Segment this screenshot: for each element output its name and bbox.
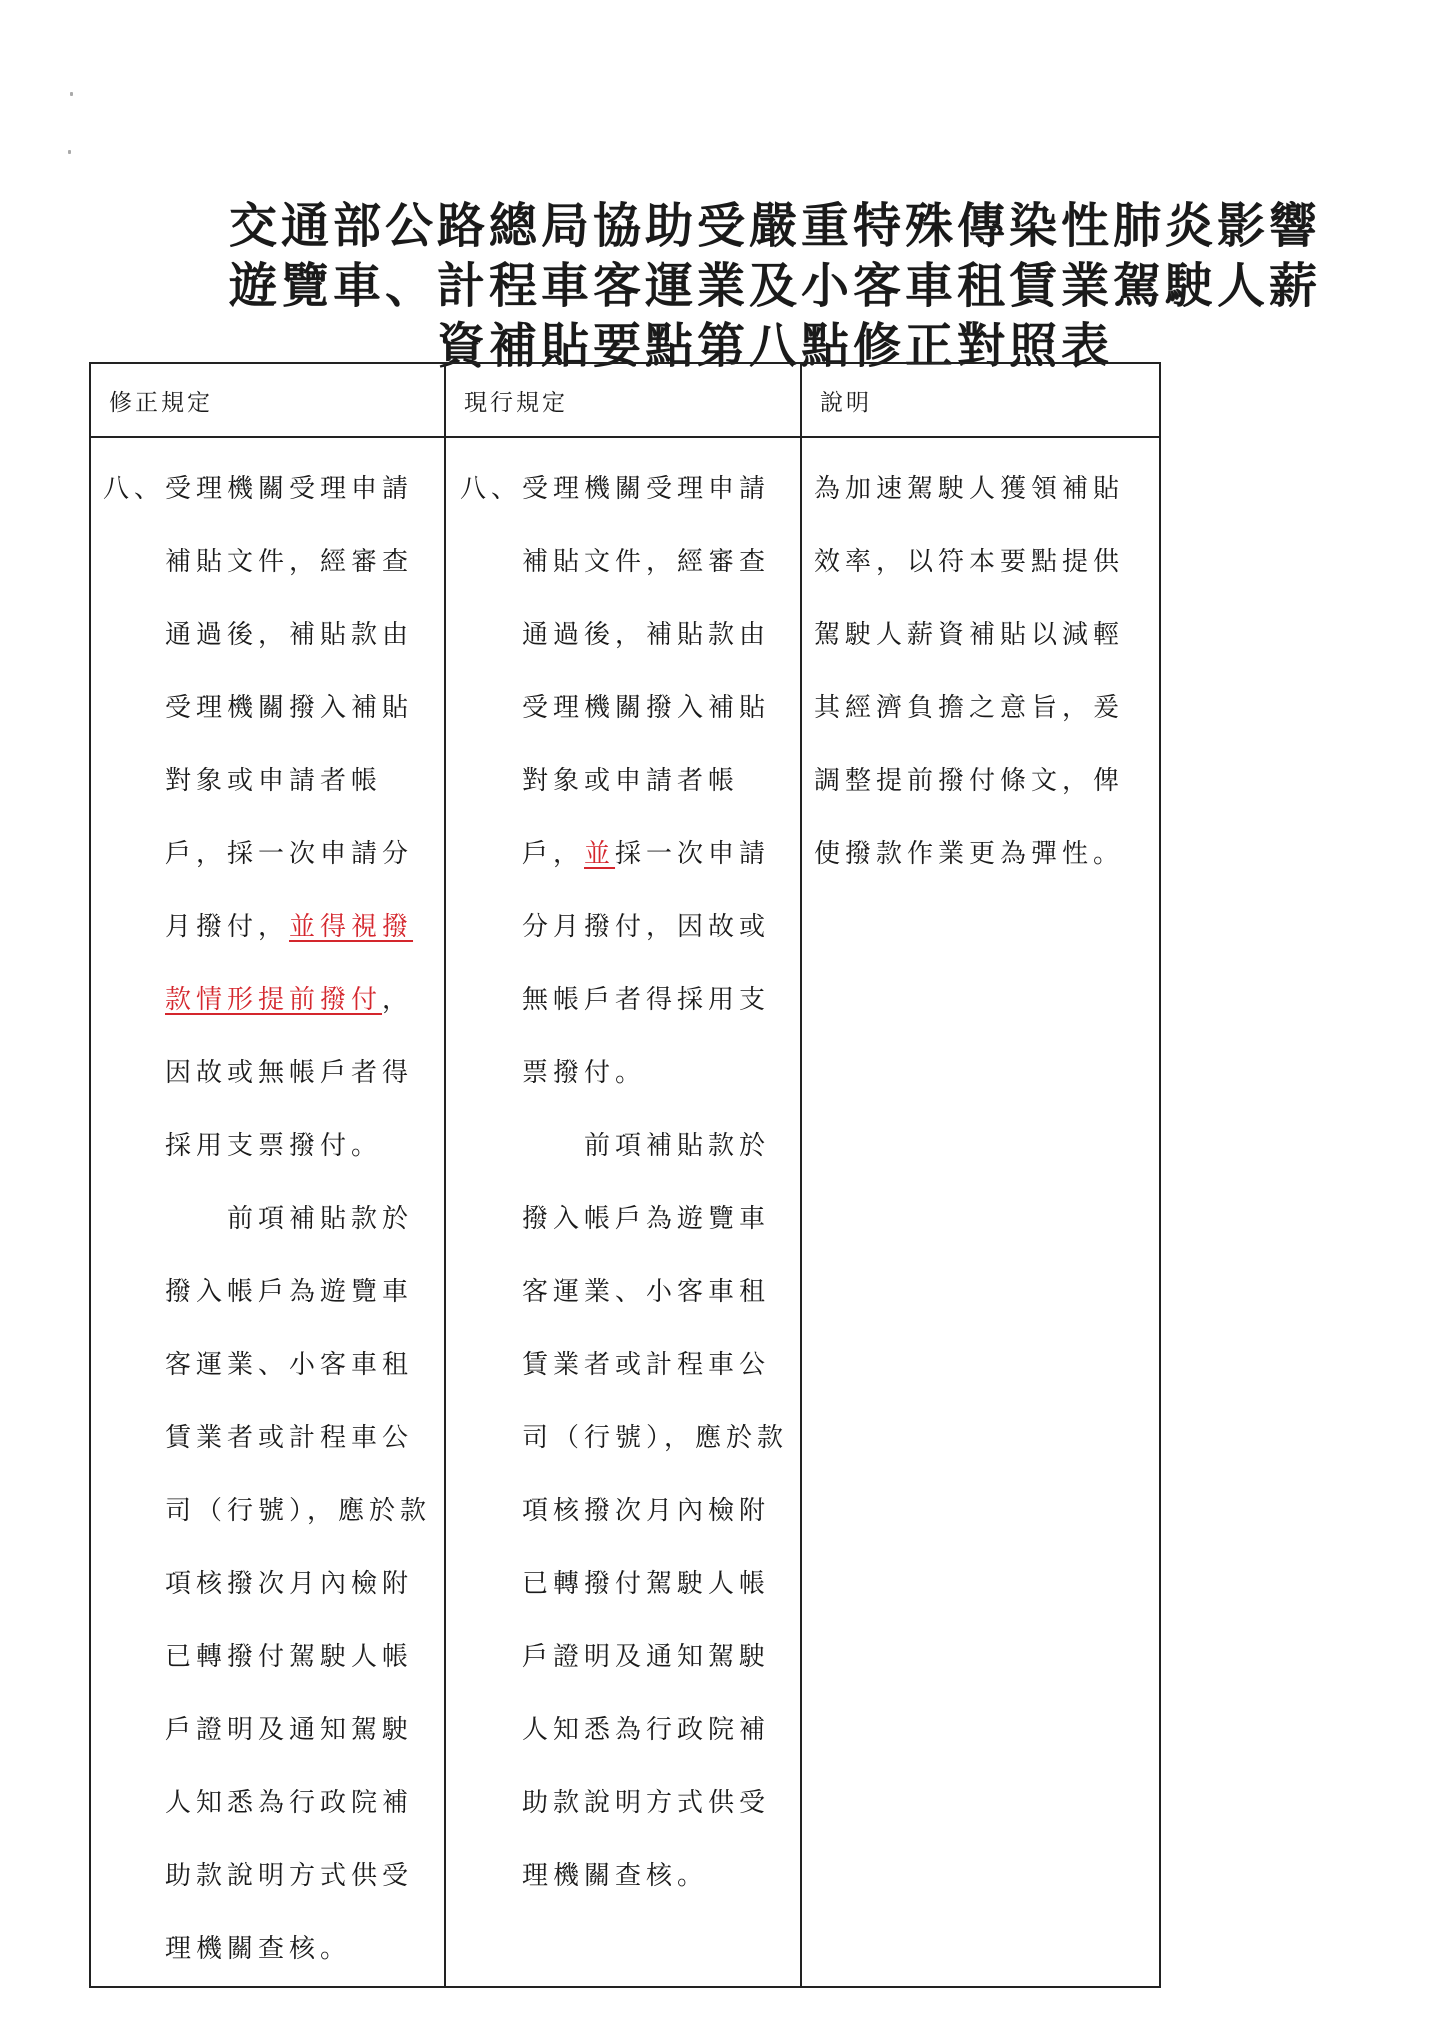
current-cell bbox=[445, 437, 801, 1987]
amended-text-before: 八、受理機關受理申請補貼文件，經審查通過後，補貼款由受理機關撥入補貼對象或申請者帳戶，採一次申請分月撥付， bbox=[103, 474, 414, 942]
current-text-before: 八、受理機關受理申請補貼文件，經審查通過後，補貼款由受理機關撥入補貼對象或申請者帳戶， bbox=[460, 474, 771, 869]
explanation-cell bbox=[801, 437, 1160, 1987]
scan-speck bbox=[68, 150, 71, 154]
header-current: 現行規定 bbox=[445, 363, 801, 437]
amended-text-after: ，因故或無帳戶者得採用支票撥付。 bbox=[165, 985, 414, 1161]
content-row bbox=[90, 437, 1160, 1987]
title-line-3: 資補貼要點第八點修正對照表 bbox=[436, 318, 1113, 374]
header-row bbox=[90, 363, 1160, 437]
explanation-paragraph: 為加速駕駛人獲領補貼效率，以符本要點提供駕駛人薪資補貼以減輕其經濟負擔之意旨，爰調整提前撥付條文，俾使撥款作業更為彈性。 bbox=[814, 474, 1125, 869]
scan-speck bbox=[70, 92, 73, 96]
amended-highlight: 並得視撥款情形提前撥付 bbox=[165, 912, 414, 1015]
header-amended: 修正規定 bbox=[90, 363, 445, 437]
amended-paragraph-1 bbox=[103, 453, 436, 1183]
amended-cell bbox=[90, 437, 445, 1987]
amended-paragraph-2: 前項補貼款於撥入帳戶為遊覽車客運業、小客車租賃業者或計程車公司（行號），應於款項核撥次月內檢附已轉撥付駕駛人帳戶證明及通知駕駛人知悉為行政院補助款說明方式供受理機關查核。 bbox=[165, 1204, 432, 1964]
comparison-table bbox=[89, 362, 1161, 1988]
header-explanation: 說明 bbox=[801, 363, 1160, 437]
current-text-after: 採一次申請分月撥付，因故或無帳戶者得採用支票撥付。 bbox=[522, 839, 771, 1088]
title-line-1: 交通部公路總局協助受嚴重特殊傳染性肺炎影響 bbox=[228, 198, 1321, 254]
current-paragraph-2: 前項補貼款於撥入帳戶為遊覽車客運業、小客車租賃業者或計程車公司（行號），應於款項核撥次月內檢附已轉撥付駕駛人帳戶證明及通知駕駛人知悉為行政院補助款說明方式供受理機關查核。 bbox=[522, 1131, 789, 1891]
document-title bbox=[0, 196, 1440, 376]
current-paragraph-1 bbox=[460, 453, 792, 1110]
title-line-2: 遊覽車、計程車客運業及小客車租賃業駕駛人薪 bbox=[228, 258, 1321, 314]
current-highlight: 並 bbox=[584, 839, 616, 869]
